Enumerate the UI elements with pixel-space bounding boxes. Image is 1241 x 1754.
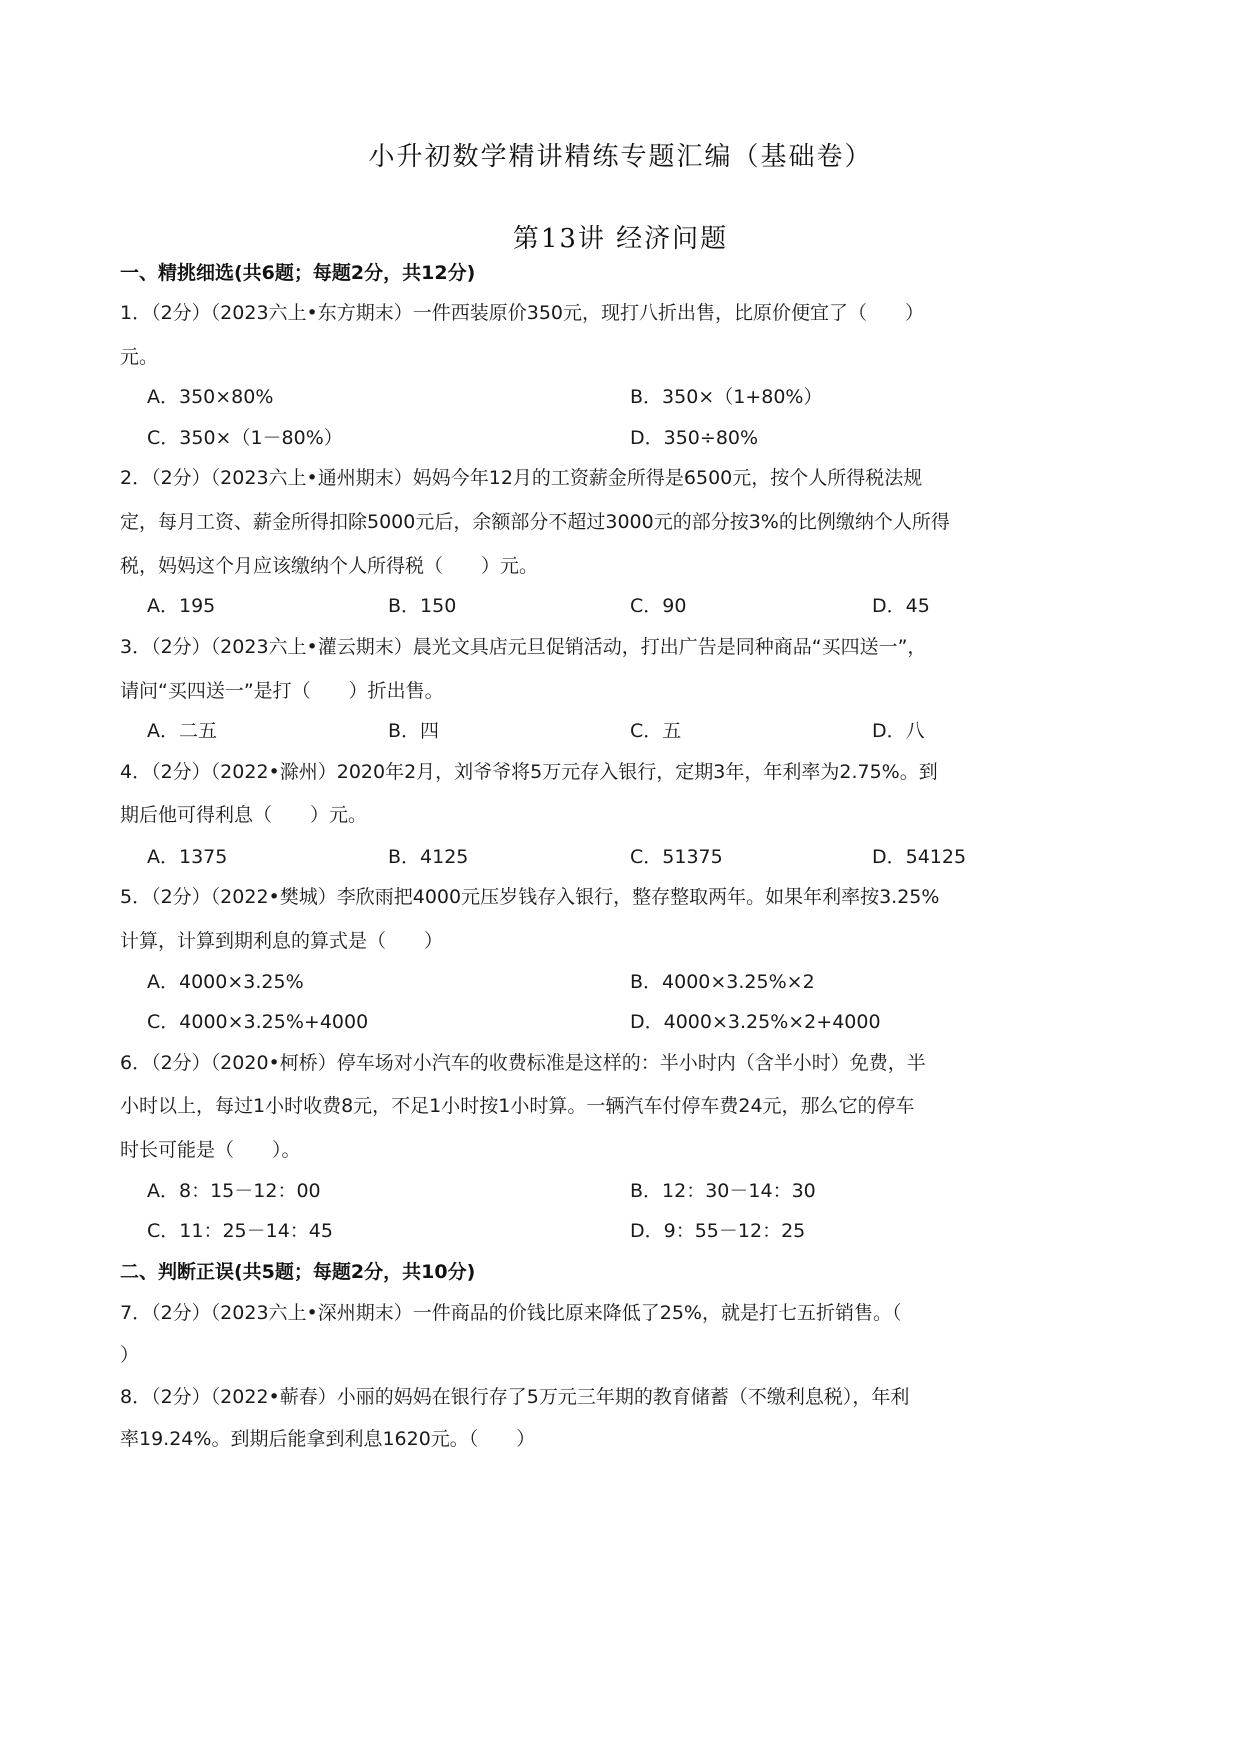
question-2-option-b: B．150 — [388, 595, 457, 617]
question-3-option-a: A．二五 — [147, 720, 217, 742]
question-2-option-c: C．90 — [630, 595, 687, 617]
question-2-line-3: 税，妈妈这个月应该缴纳个人所得税（ ）元。 — [120, 555, 539, 577]
question-4-option-c: C．51375 — [630, 846, 723, 868]
question-8-line-2: 率19.24%。到期后能拿到利息1620元。（ ） — [120, 1428, 536, 1450]
question-3-option-b: B．四 — [388, 720, 440, 742]
question-7-line-2: ） — [120, 1344, 140, 1366]
question-6-option-b: B．12：30－14：30 — [630, 1180, 816, 1202]
document-title: 小升初数学精讲精练专题汇编（基础卷） — [368, 142, 873, 172]
question-1-option-a: A．350×80% — [147, 386, 274, 408]
question-4-option-d: D．54125 — [872, 846, 967, 868]
question-6-option-a: A．8：15－12：00 — [147, 1180, 321, 1202]
question-3-option-c: C．五 — [630, 720, 682, 742]
question-5-option-a: A．4000×3.25% — [147, 971, 304, 993]
question-6-line-1: 6．（2分）（2020•柯桥）停车场对小汽车的收费标准是这样的：半小时内（含半小时）免费，半 — [120, 1052, 926, 1074]
section-heading-choice: 一、精挑细选(共6题；每题2分，共12分) — [120, 262, 476, 284]
question-7-line-1: 7．（2分）（2023六上•深州期末）一件商品的价钱比原来降低了25%，就是打七五折销售。（ — [120, 1302, 902, 1324]
question-6-line-3: 时长可能是（ ）。 — [120, 1139, 301, 1161]
question-4-line-1: 4．（2分）（2022•滁州）2020年2月，刘爷爷将5万元存入银行，定期3年，年利率为2.75%。到 — [120, 761, 938, 783]
section-heading-judgement: 二、判断正误(共5题；每题2分，共10分) — [120, 1261, 476, 1283]
question-5-line-1: 5．（2分）（2022•樊城）李欣雨把4000元压岁钱存入银行，整存整取两年。如果年利率按3.25% — [120, 886, 940, 908]
question-3-option-d: D．八 — [872, 720, 925, 742]
question-5-line-2: 计算，计算到期利息的算式是（ ） — [120, 930, 444, 952]
question-1-option-b: B．350×（1+80%） — [630, 386, 823, 408]
question-2-line-1: 2．（2分）（2023六上•通州期末）妈妈今年12月的工资薪金所得是6500元，按个人所得税法规 — [120, 467, 923, 489]
question-8-line-1: 8．（2分）（2022•蕲春）小丽的妈妈在银行存了5万元三年期的教育储蓄（不缴利息税），年利 — [120, 1386, 910, 1408]
question-3-line-2: 请问“买四送一”是打（ ）折出售。 — [120, 680, 444, 702]
question-6-option-d: D．9：55－12：25 — [630, 1220, 806, 1242]
question-6-option-c: C．11：25－14：45 — [147, 1220, 333, 1242]
question-5-option-b: B．4000×3.25%×2 — [630, 971, 815, 993]
question-2-option-a: A．195 — [147, 595, 216, 617]
question-4-option-b: B．4125 — [388, 846, 469, 868]
question-6-line-2: 小时以上，每过1小时收费8元，不足1小时按1小时算。一辆汽车付停车费24元，那么它的停车 — [120, 1095, 915, 1117]
question-4-option-a: A．1375 — [147, 846, 228, 868]
question-2-line-2: 定，每月工资、薪金所得扣除5000元后，余额部分不超过3000元的部分按3%的比例缴纳个人所得 — [120, 511, 950, 533]
document-subtitle: 第13讲 经济问题 — [512, 224, 729, 254]
question-5-option-d: D．4000×3.25%×2+4000 — [630, 1011, 881, 1033]
question-5-option-c: C．4000×3.25%+4000 — [147, 1011, 369, 1033]
question-1-line-2: 元。 — [120, 346, 159, 368]
question-1-option-d: D．350÷80% — [630, 427, 759, 449]
question-1-line-1: 1．（2分）（2023六上•东方期末）一件西装原价350元，现打八折出售，比原价便宜了（ ） — [120, 302, 925, 324]
question-4-line-2: 期后他可得利息（ ）元。 — [120, 804, 368, 826]
question-3-line-1: 3．（2分）（2023六上•灌云期末）晨光文具店元旦促销活动，打出广告是同种商品“买四送一”， — [120, 636, 927, 658]
question-2-option-d: D．45 — [872, 595, 930, 617]
question-1-option-c: C．350×（1－80%） — [147, 427, 343, 449]
